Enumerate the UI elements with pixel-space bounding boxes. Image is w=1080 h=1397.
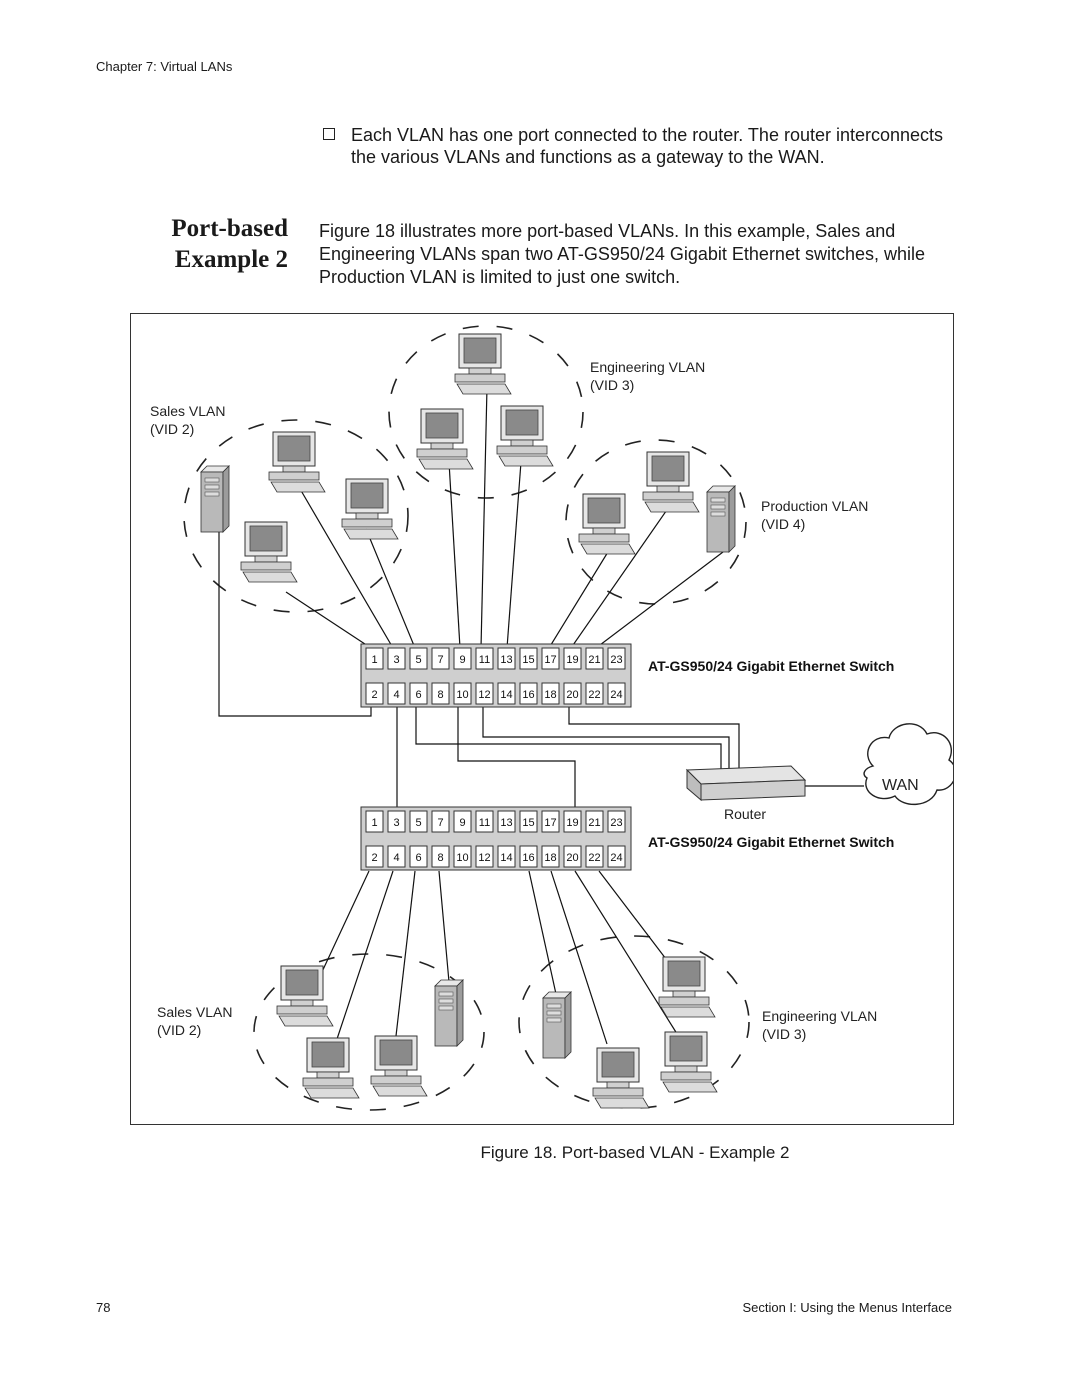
- workstation-icon: [241, 522, 297, 582]
- wire: [449, 462, 460, 648]
- sales-vid-label: (VID 2): [150, 421, 195, 437]
- wire: [596, 552, 723, 648]
- port-number: 20: [566, 689, 579, 701]
- wire: [529, 871, 556, 994]
- chapter-header: Chapter 7: Virtual LANs: [96, 59, 233, 74]
- port-number: 11: [478, 817, 491, 829]
- port-number: 21: [588, 654, 601, 666]
- production-vid-label: (VID 4): [761, 516, 806, 532]
- wire: [321, 871, 369, 974]
- vlan-diagram: [131, 314, 953, 1124]
- workstation-icon: [643, 452, 699, 512]
- engineering-vlan-label: Engineering VLAN: [590, 359, 706, 375]
- port-number: 1: [371, 817, 378, 829]
- port-number: 3: [393, 817, 400, 829]
- wire: [366, 529, 415, 648]
- port-number: 10: [456, 689, 469, 701]
- port-number: 14: [500, 852, 513, 864]
- wire: [507, 462, 521, 648]
- server-icon: [543, 992, 571, 1058]
- workstation-icon: [277, 966, 333, 1026]
- switch-top: [361, 644, 631, 707]
- port-number: 17: [544, 654, 557, 666]
- port-number: 7: [437, 654, 444, 666]
- port-number: 9: [459, 817, 466, 829]
- wire: [219, 531, 371, 716]
- port-number: 21: [588, 817, 601, 829]
- port-number: 4: [393, 852, 400, 864]
- port-number: 7: [437, 817, 444, 829]
- page-number: 78: [96, 1300, 111, 1315]
- port-number: 22: [588, 689, 601, 701]
- wire: [336, 871, 393, 1042]
- port-number: 19: [566, 654, 579, 666]
- server-icon: [707, 486, 735, 552]
- port-number: 6: [415, 852, 422, 864]
- port-number: 14: [500, 689, 513, 701]
- port-number: 15: [522, 817, 535, 829]
- section-heading-line-2: Example 2: [174, 246, 288, 273]
- port-number: 17: [544, 817, 557, 829]
- workstation-icon: [342, 479, 398, 539]
- workstation-icon: [659, 957, 715, 1017]
- workstation-icon: [455, 334, 511, 394]
- wire: [396, 871, 415, 1036]
- switch-bottom: [361, 807, 631, 870]
- port-number: 22: [588, 852, 601, 864]
- bottom-switch-label: AT-GS950/24 Gigabit Ethernet Switch: [648, 834, 895, 850]
- router-label: Router: [724, 806, 767, 822]
- bullet-marker: [323, 128, 335, 140]
- workstation-icon: [497, 406, 553, 466]
- sales-vlan-label: Sales VLAN: [150, 403, 226, 419]
- port-number: 16: [522, 689, 535, 701]
- workstation-icon: [269, 432, 325, 492]
- router-icon: [687, 766, 805, 800]
- bullet-text: Each VLAN has one port connected to the router. The router interconnects the various VLANs and functions as a gateway to the WAN.: [351, 125, 944, 167]
- workstation-icon: [579, 494, 635, 554]
- server-icon: [435, 980, 463, 1046]
- footer-section: Section I: Using the Menus Interface: [742, 1300, 952, 1315]
- workstation-icon: [303, 1038, 359, 1098]
- wire: [549, 547, 611, 648]
- port-number: 23: [610, 817, 623, 829]
- wan-label: WAN: [882, 777, 919, 794]
- top-switch-label: AT-GS950/24 Gigabit Ethernet Switch: [648, 658, 895, 674]
- port-number: 16: [522, 852, 535, 864]
- port-number: 4: [393, 689, 400, 701]
- port-number: 19: [566, 817, 579, 829]
- wire: [481, 387, 487, 648]
- port-number: 13: [500, 817, 513, 829]
- figure-caption: Figure 18. Port-based VLAN - Example 2: [480, 1143, 790, 1162]
- section-paragraph: Figure 18 illustrates more port-based VLANs. In this example, Sales and Engineering VLANs span two AT-GS950/24 Gigabit Ethernet switches, while Production VLAN is limited to just one switch.: [319, 221, 925, 287]
- port-number: 2: [371, 852, 378, 864]
- section-heading-line-1: Port-based: [171, 215, 288, 242]
- port-number: 2: [371, 689, 378, 701]
- port-number: 5: [415, 654, 422, 666]
- engineering-vid-label: (VID 3): [590, 377, 635, 393]
- wire: [575, 871, 679, 1037]
- workstation-icon: [371, 1036, 427, 1096]
- port-number: 1: [371, 654, 378, 666]
- bottom-sales-vlan-label: Sales VLAN: [157, 1004, 233, 1020]
- port-number: 13: [500, 654, 513, 666]
- vlan-figure: [130, 313, 954, 1125]
- wire: [286, 592, 371, 648]
- port-number: 24: [610, 689, 623, 701]
- bottom-engineering-vid-label: (VID 3): [762, 1026, 807, 1042]
- bottom-sales-vid-label: (VID 2): [157, 1022, 202, 1038]
- wire: [458, 691, 575, 808]
- port-number: 24: [610, 852, 623, 864]
- port-number: 9: [459, 654, 466, 666]
- port-number: 6: [415, 689, 422, 701]
- bottom-engineering-vlan-label: Engineering VLAN: [762, 1008, 878, 1024]
- port-number: 3: [393, 654, 400, 666]
- server-icon: [201, 466, 229, 532]
- port-number: 8: [437, 852, 444, 864]
- section-heading: [150, 213, 288, 275]
- port-number: 18: [544, 689, 557, 701]
- production-vlan-label: Production VLAN: [761, 498, 869, 514]
- port-number: 15: [522, 654, 535, 666]
- workstation-icon: [417, 409, 473, 469]
- wire: [439, 871, 449, 982]
- port-number: 8: [437, 689, 444, 701]
- port-number: 12: [478, 852, 491, 864]
- port-number: 11: [478, 654, 491, 666]
- port-number: 20: [566, 852, 579, 864]
- wire: [599, 871, 666, 959]
- port-number: 12: [478, 689, 491, 701]
- workstation-icon: [661, 1032, 717, 1092]
- port-number: 10: [456, 852, 469, 864]
- port-number: 23: [610, 654, 623, 666]
- workstation-icon: [593, 1048, 649, 1108]
- port-number: 18: [544, 852, 557, 864]
- port-number: 5: [415, 817, 422, 829]
